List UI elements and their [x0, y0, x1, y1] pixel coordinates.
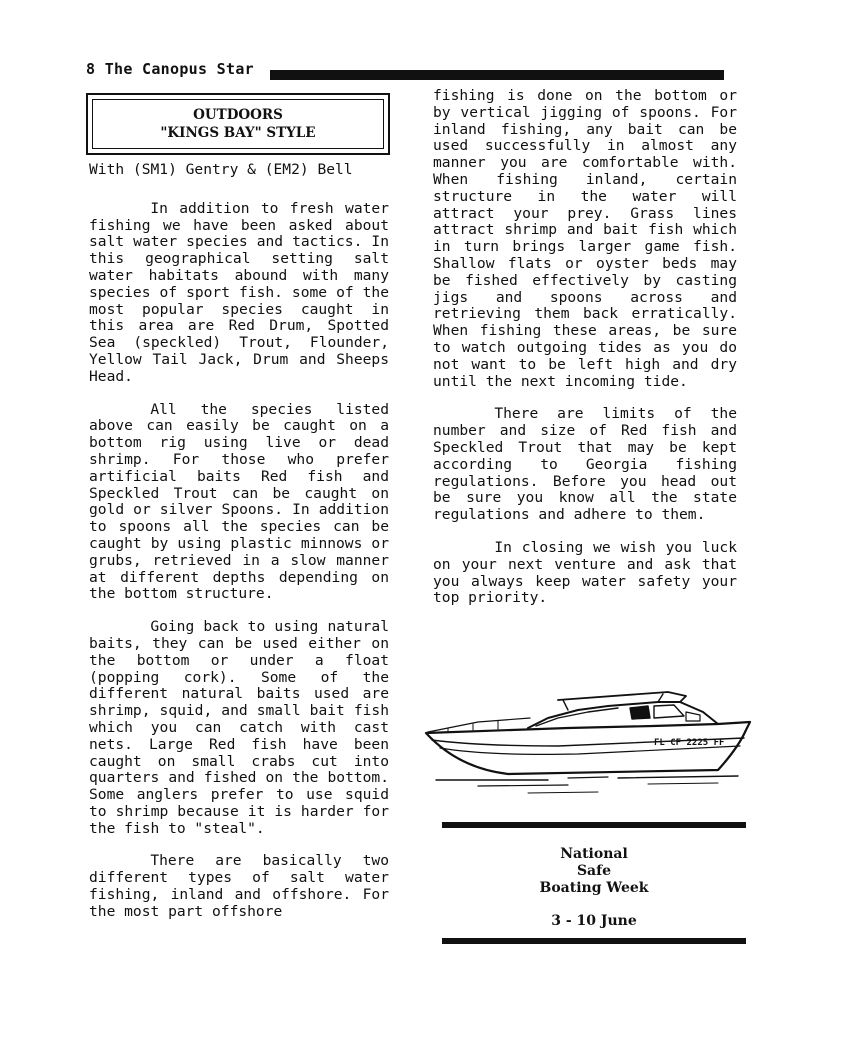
- title-line-2: "KINGS BAY" STYLE: [160, 125, 316, 141]
- left-column: [89, 162, 389, 937]
- article-title: [92, 99, 384, 149]
- article-title-box: [86, 93, 390, 155]
- right-column: [433, 88, 737, 623]
- page-header: [86, 60, 254, 78]
- paragraph-1: In addition to fresh water fishing we have been asked about salt water species and tactics. In this geographical setting salt water habitats abound with many species of sport fish. some of the most popular species caught in this area are Red Drum, Spotted Sea (speckled) Trout, Flounder, Yellow Tail Jack, Drum and Sheeps Head.: [89, 199, 389, 385]
- paragraph-6: There are limits of the number and size of Red fish and Speckled Trout that may be kept according to Georgia fishing regulations. Before you head out be sure you know all the state regulations and adhere to them.: [433, 405, 737, 524]
- header-rule: [270, 70, 724, 80]
- paragraph-5: fishing is done on the bottom or by vertical jigging of spoons. For inland fishing, any bait can be used successfully in almost any manner you are comfortable with. When fishing inland, certain structure in the water will attract your prey. Grass lines attract shrimp and bait fish which in turn brings larger game fish. Shallow flats or oyster beds may be fished effectively by casting jigs and spoons across and retrieving them back erratically. When fishing these areas, be sure to watch outgoing tides as you do not want to be left high and dry until the next incoming tide.: [433, 87, 737, 390]
- paragraph-3: Going back to using natural baits, they can be used either on the bottom or under a float (popping cork). Some of the different natural baits used are shrimp, squid, and small bait fish which you can catch with cast nets. Large Red fish have been caught on small crabs cut into quarters and fished on the bottom. Some anglers prefer to use squid to shrimp because it is harder for the fish to "steal".: [89, 618, 389, 837]
- notice-line-2: Safe: [576, 863, 612, 879]
- boating-week-notice: [442, 822, 746, 944]
- paragraph-2: All the species listed above can easily be caught on a bottom rig using live or dead shrimp. For those who prefer artificial baits Red fish and Speckled Trout can be caught on gold or silver Spoons. In addition to spoons all the species can be caught by using plastic minnows or grubs, retrieved in a slow manner at different depths depending on the bottom structure.: [89, 400, 389, 603]
- page-number: 8: [86, 60, 96, 78]
- byline: With (SM1) Gentry & (EM2) Bell: [89, 161, 353, 178]
- title-line-1: OUTDOORS: [193, 107, 283, 123]
- paragraph-7: In closing we wish you luck on your next venture and ask that you always keep water safety your top priority.: [433, 538, 737, 607]
- paragraph-4: There are basically two different types of salt water fishing, inland and offshore. For the most part offshore: [89, 852, 389, 920]
- notice-title: [442, 846, 746, 897]
- boat-illustration: [418, 688, 758, 798]
- notice-line-1: National: [560, 846, 628, 862]
- notice-line-3: Boating Week: [539, 880, 649, 896]
- notice-bottom-rule: [442, 938, 746, 944]
- notice-dates: 3 - 10 June: [551, 913, 637, 929]
- notice-top-rule: [442, 822, 746, 828]
- boat-registration: FL CF 2225 FF: [654, 738, 725, 748]
- publication-name: The Canopus Star: [104, 60, 254, 78]
